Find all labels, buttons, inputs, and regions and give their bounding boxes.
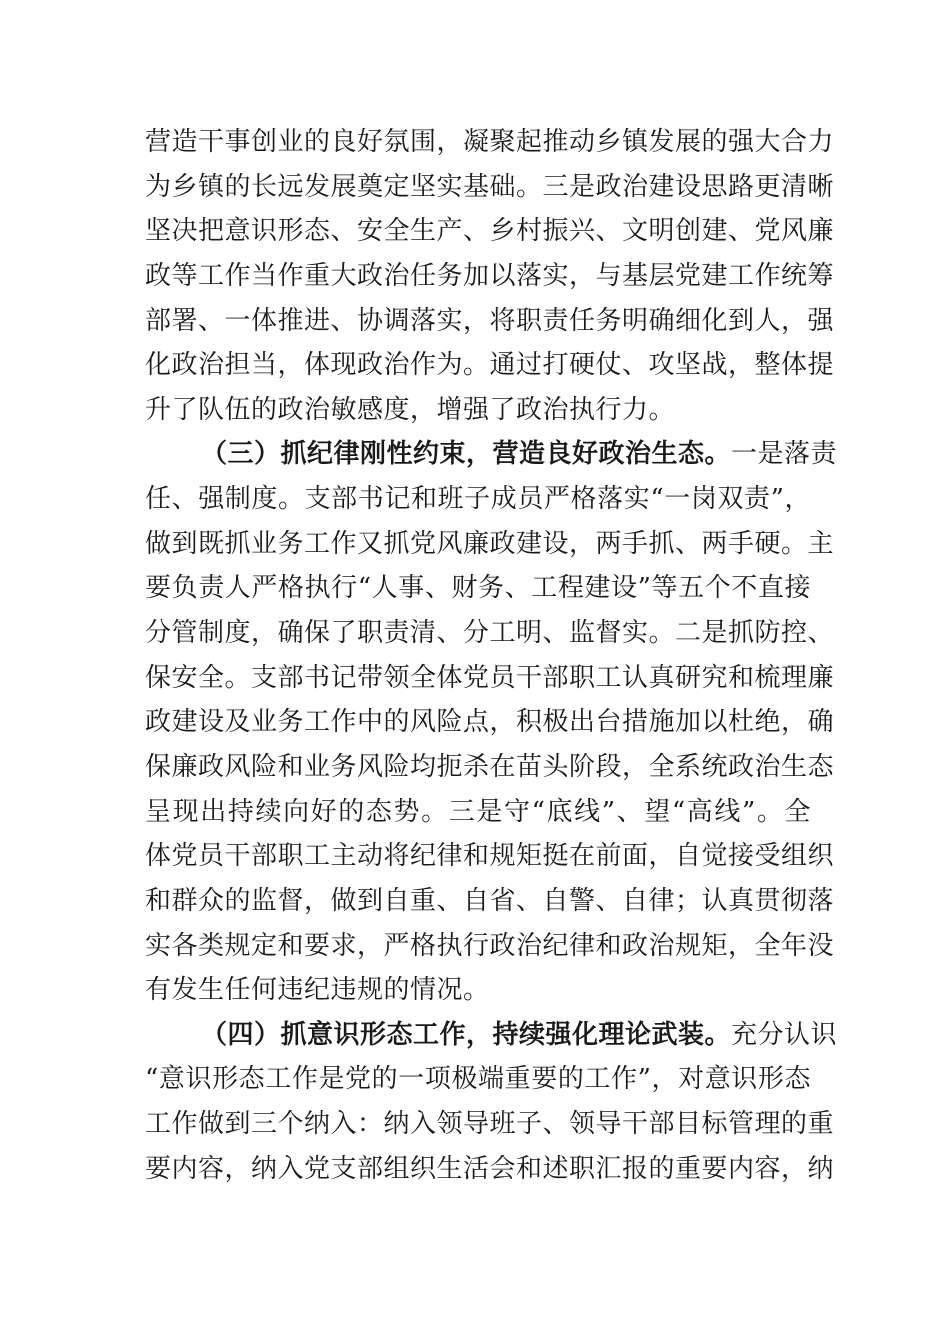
text-line [145,790,811,835]
text-line [145,700,835,745]
text-segment: 任、强制度。支部书记和班子成员严格落实“一岗双责”， [145,484,811,515]
text-segment: 化政治担当，体现政治作为。通过打硬仗、攻坚战，整体提 [145,350,835,381]
text-segment: 政建设及业务工作中的风险点，积极出台措施加以杜绝，确 [145,707,835,738]
section-heading: （三）抓纪律刚性约束，营造良好政治生态。 [201,439,732,470]
text-line [145,477,811,522]
text-segment: 充分认识 [731,1019,838,1050]
text-segment: 坚决把意识形态、安全生产、乡村振兴、文明创建、党风廉 [145,216,835,247]
paragraph-heading-line [145,1013,838,1058]
text-segment: 体党员干部职工主动将纪律和规矩挺在前面，自觉接受组织 [145,841,835,872]
text-line [145,165,835,210]
text-segment: 升了队伍的政治敏感度，增强了政治执行力。 [145,394,676,425]
text-segment: 营造干事创业的良好氛围，凝聚起推动乡镇发展的强大合力 [145,127,835,157]
body-text [145,120,838,1191]
text-segment: “意识形态工作是党的一项极端重要的工作”，对意识形态 [145,1064,811,1095]
text-line [145,522,835,567]
section-heading: （四）抓意识形态工作，持续强化理论武装。 [201,1019,732,1050]
text-segment: 和群众的监督，做到自重、自省、自警、自律；认真贯彻落 [145,885,835,916]
text-segment: 工作做到三个纳入：纳入领导班子、领导干部目标管理的重 [145,1109,835,1140]
text-line [145,968,811,1013]
text-segment: 有发生任何违纪违规的情况。 [145,975,490,1006]
text-line [145,1102,835,1147]
text-segment: 呈现出持续向好的态势。三是守“底线”、望“高线”。全 [145,796,811,827]
text-line [145,254,835,299]
text-line [145,209,835,254]
text-segment: 保安全。支部书记带领全体党员干部职工认真研究和梳理廉 [145,662,835,693]
text-segment: 实各类规定和要求，严格执行政治纪律和政治规矩，全年没 [145,930,835,961]
text-line [145,834,835,879]
text-line [145,566,811,611]
text-line [145,745,835,790]
paragraph-heading-line [145,432,838,477]
text-segment: 一是落责 [731,439,838,470]
text-line [145,388,811,433]
text-line [145,343,835,388]
text-segment: 做到既抓业务工作又抓党风廉政建设，两手抓、两手硬。主 [145,528,835,559]
text-line [145,924,835,969]
text-segment: 分管制度，确保了职责清、分工明、监督实。二是抓防控、 [145,618,835,649]
text-line [145,299,835,344]
text-segment: 要负责人严格执行“人事、财务、工程建设”等五个不直接 [145,573,811,604]
text-line [145,1057,811,1102]
text-line [145,656,835,701]
text-segment: 要内容，纳入党支部组织生活会和述职汇报的重要内容，纳 [145,1153,835,1184]
text-line [145,879,835,924]
text-line [145,120,835,165]
text-line [145,1147,835,1192]
text-segment: 部署、一体推进、协调落实，将职责任务明确细化到人，强 [145,305,835,336]
text-segment: 保廉政风险和业务风险均扼杀在苗头阶段，全系统政治生态 [145,751,835,782]
text-segment: 为乡镇的长远发展奠定坚实基础。三是政治建设思路更清晰 [145,171,835,202]
text-segment: 政等工作当作重大政治任务加以落实，与基层党建工作统筹 [145,260,835,291]
text-line [145,611,835,656]
